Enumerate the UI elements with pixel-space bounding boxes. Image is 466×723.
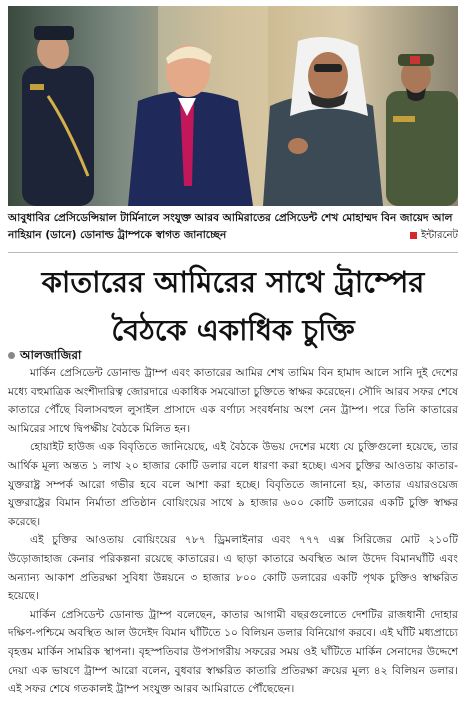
source-text: আলজাজিরা — [20, 348, 82, 362]
photo-credit — [410, 227, 458, 244]
headline-line-2: বৈঠকে একাধিক চুক্তি — [111, 313, 355, 347]
paragraph-1: মার্কিন প্রেসিডেন্ট ডোনাল্ড ট্রাম্প এবং কাতারের আমির শেখ তামিম বিন হামাদ আলে সানি দুই দেশের মধ্যে বহুমাত্রিক অংশীদারিত্ব জোরদারে একাধিক সমঝোতা চুক্তিতে স্বাক্ষর করেছেন। সৌদি আরব সফর শেষে কাতারে পৌঁছে বিলাসবহুল লুসাইল প্রাসাদে এক বর্ণাঢ্য সংবর্ধনায় অংশ নেন ট্রাম্প। পরে তিনি কাতারের আমিরের সাথে দ্বিপক্ষীয় বৈঠকে মিলিত হন। — [8, 366, 458, 435]
article-body — [8, 364, 458, 699]
bullet-icon — [8, 352, 15, 359]
news-photo — [8, 6, 458, 206]
paragraph-4: মার্কিন প্রেসিডেন্ট ডোনাল্ড ট্রাম্প বলেছেন, কাতার আগামী বছরগুলোতে দেশটির রাজধানী দোহার দক্ষিণ-পশ্চিমে অবস্থিত আল উদেইদ বিমান ঘাঁটিতে ১০ বিলিয়ন ডলার বিনিয়োগ করবে। এই ঘাঁটি মধ্যপ্রাচ্যে বৃহত্তম মার্কিন সামরিক স্থাপনা। বৃহস্পতিবার উপসাগরীয় সফরের সময় ওই ঘাঁটিতে মার্কিন সেনাদের উদ্দেশে দেয়া এক ভাষণে ট্রাম্প আরো বলেন, বুধবার স্বাক্ষরিত কাতারি প্রতিরক্ষা ক্রয়ের মূল্য ৪২ বিলিয়ন ডলার। এই সফর শেষে গতকালই ট্রাম্প সংযুক্ত আরব আমিরাতে পৌঁছেছেন। — [8, 607, 458, 696]
credit-text: ইন্টারনেট — [421, 230, 458, 241]
paragraph-2: হোয়াইট হাউজ এক বিবৃতিতে জানিয়েছে, এই বৈঠকে উভয় দেশের মধ্যে যে চুক্তিগুলো হয়েছে, তার আর্থিক মূল্য অন্তত ১ লাখ ২০ হাজার কোটি ডলার বলে ধারণা করা হচ্ছে। এসব চুক্তির আওতায় কাতার-যুক্তরাষ্ট্র সম্পর্ক আরো গভীর হবে বলে আশা করা হচ্ছে। বিবৃতিতে জানানো হয়, কাতার এয়ারওয়েজ যুক্তরাষ্ট্রের বিমান নির্মাতা প্রতিষ্ঠান বোয়িংয়ের সাথে ৯ হাজার ৬০০ কোটি ডলারের একটি চুক্তি স্বাক্ষর করেছে। — [8, 440, 458, 528]
divider — [8, 252, 458, 253]
photo-caption — [8, 210, 458, 244]
headline-line-1: কাতারের আমিরের সাথে ট্রাম্পের — [41, 265, 425, 299]
headline — [8, 258, 458, 354]
caption-text: আবুধাবির প্রেসিডেন্সিয়াল টার্মিনালে সংযুক্ত আরব আমিরাতের প্রেসিডেন্ট শেখ মোহাম্মদ বিন জায়েদ আল নাহিয়ান (ডানে) ডোনাল্ড ট্রাম্পকে স্বাগত জানাচ্ছেন — [8, 212, 453, 241]
photo-illustration — [8, 6, 458, 206]
square-icon — [410, 232, 417, 239]
paragraph-3: এই চুক্তির আওতায় বোয়িংয়ের ৭৮৭ ড্রিমলাইনার এবং ৭৭৭ এক্স সিরিজের মোট ২১০টি উড়োজাহাজ কেনার পরিকল্পনা রয়েছে কাতারের। এ ছাড়া কাতারে অবস্থিত আল উদেদ বিমানঘাঁটি এবং অন্যান্য আকাশ প্রতিরক্ষা সুবিধা উন্নয়নে ৩ হাজার ৮০০ কোটি ডলারের একটি পৃথক চুক্তিও স্বাক্ষরিত হয়েছে। — [8, 533, 458, 603]
